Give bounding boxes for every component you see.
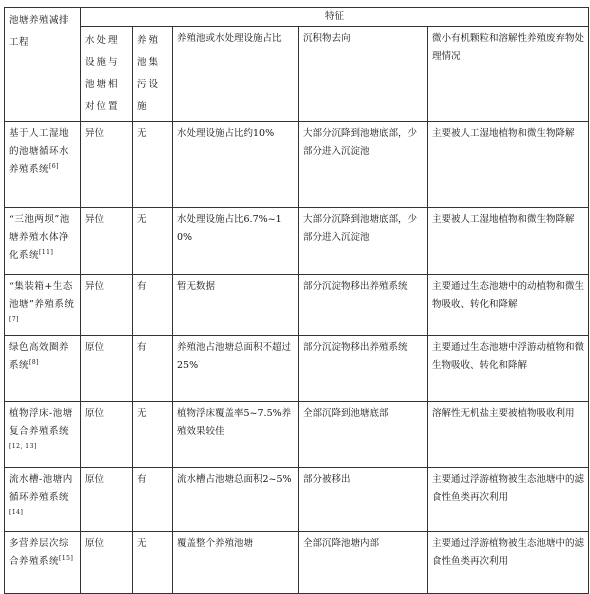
cell-name [5, 208, 81, 275]
header-ratio: 养殖池或水处理设施占比 [173, 27, 299, 122]
cell-position: 原位 [81, 402, 133, 468]
cell-ratio: 水处理设施占比约10% [173, 122, 299, 208]
table-row [5, 532, 589, 594]
cell-sediment: 部分沉淀物移出养殖系统 [299, 275, 428, 336]
cell-position: 原位 [81, 532, 133, 594]
cell-waste: 主要通过生态池塘中浮游动植物和微生物吸收、转化和降解 [428, 336, 589, 402]
cell-waste: 溶解性无机盐主要被植物吸收利用 [428, 402, 589, 468]
header-row-group [5, 8, 589, 27]
citation-ref: [11] [39, 248, 54, 256]
cell-name [5, 532, 81, 594]
cell-sediment: 部分被移出 [299, 468, 428, 532]
cell-position: 异位 [81, 208, 133, 275]
cell-waste: 主要被人工湿地植物和微生物降解 [428, 208, 589, 275]
citation-ref: [14] [9, 508, 24, 516]
cell-name-text: 基于人工湿地的池塘循环水养殖系统 [9, 128, 70, 175]
cell-position: 异位 [81, 275, 133, 336]
cell-sediment: 大部分沉降到池塘底部，少部分进入沉淀池 [299, 122, 428, 208]
cell-name [5, 468, 81, 532]
cell-name-text: 多营养层次综合养殖系统 [9, 538, 70, 567]
cell-waste: 主要通过浮游植物被生态池塘中的滤食性鱼类再次利用 [428, 468, 589, 532]
header-features-group: 特征 [81, 8, 589, 27]
cell-waste: 主要通过生态池塘中的动植物和微生物吸收、转化和降解 [428, 275, 589, 336]
header-sediment: 沉积物去向 [299, 27, 428, 122]
cell-sediment: 全部沉降到池塘底部 [299, 402, 428, 468]
citation-ref: [6] [49, 162, 60, 170]
citation-ref: [8] [29, 358, 40, 366]
cell-name-text: “三池两坝”池塘养殖水体净化系统 [9, 214, 70, 261]
cell-name [5, 122, 81, 208]
header-sludge-facility: 养殖池集污设施 [133, 27, 173, 122]
cell-waste: 主要被人工湿地植物和微生物降解 [428, 122, 589, 208]
citation-ref: [7] [9, 315, 19, 323]
cell-sludge: 有 [133, 336, 173, 402]
cropped-caption-strip [0, 0, 590, 6]
citation-ref: [15] [59, 554, 74, 562]
cell-name-text: 绿色高效圈养系统 [9, 342, 70, 371]
cell-sediment: 全部沉降池塘内部 [299, 532, 428, 594]
cell-sludge: 无 [133, 402, 173, 468]
cell-position: 原位 [81, 336, 133, 402]
cell-ratio: 植物浮床覆盖率5~7.5%养殖效果较佳 [173, 402, 299, 468]
cell-sediment: 部分沉淀物移出养殖系统 [299, 336, 428, 402]
cell-waste: 主要通过浮游植物被生态池塘中的滤食性鱼类再次利用 [428, 532, 589, 594]
table-row [5, 402, 589, 468]
engineering-comparison-table [4, 7, 589, 594]
table-row [5, 122, 589, 208]
cell-name-text: “集装箱+生态池塘”养殖系统 [9, 281, 75, 310]
header-position: 水处理设施与池塘相对位置 [81, 27, 133, 122]
header-project-name: 池塘养殖减排工程 [5, 8, 81, 122]
header-row-columns [5, 27, 589, 122]
cell-position: 原位 [81, 468, 133, 532]
cell-sludge: 有 [133, 275, 173, 336]
cell-ratio: 覆盖整个养殖池塘 [173, 532, 299, 594]
header-waste-treatment: 微小有机颗粒和溶解性养殖废弃物处理情况 [428, 27, 589, 122]
cell-sludge: 有 [133, 468, 173, 532]
table-row [5, 468, 589, 532]
cell-position: 异位 [81, 122, 133, 208]
cell-ratio: 流水槽占池塘总面积2~5% [173, 468, 299, 532]
table-row [5, 208, 589, 275]
cell-sludge: 无 [133, 532, 173, 594]
cell-ratio: 暂无数据 [173, 275, 299, 336]
citation-ref: [12, 13] [9, 442, 37, 450]
cell-name [5, 336, 81, 402]
cell-name [5, 402, 81, 468]
cell-ratio: 水处理设施占比6.7%~10% [173, 208, 299, 275]
cell-name [5, 275, 81, 336]
cell-ratio: 养殖池占池塘总面积不超过25% [173, 336, 299, 402]
cell-sludge: 无 [133, 208, 173, 275]
cell-name-text: 流水槽-池塘内循环养殖系统 [9, 474, 73, 503]
cell-sediment: 大部分沉降到池塘底部，少部分进入沉淀池 [299, 208, 428, 275]
table-row [5, 275, 589, 336]
cell-name-text: 植物浮床-池塘复合养殖系统 [9, 408, 73, 437]
cell-sludge: 无 [133, 122, 173, 208]
table-row [5, 336, 589, 402]
